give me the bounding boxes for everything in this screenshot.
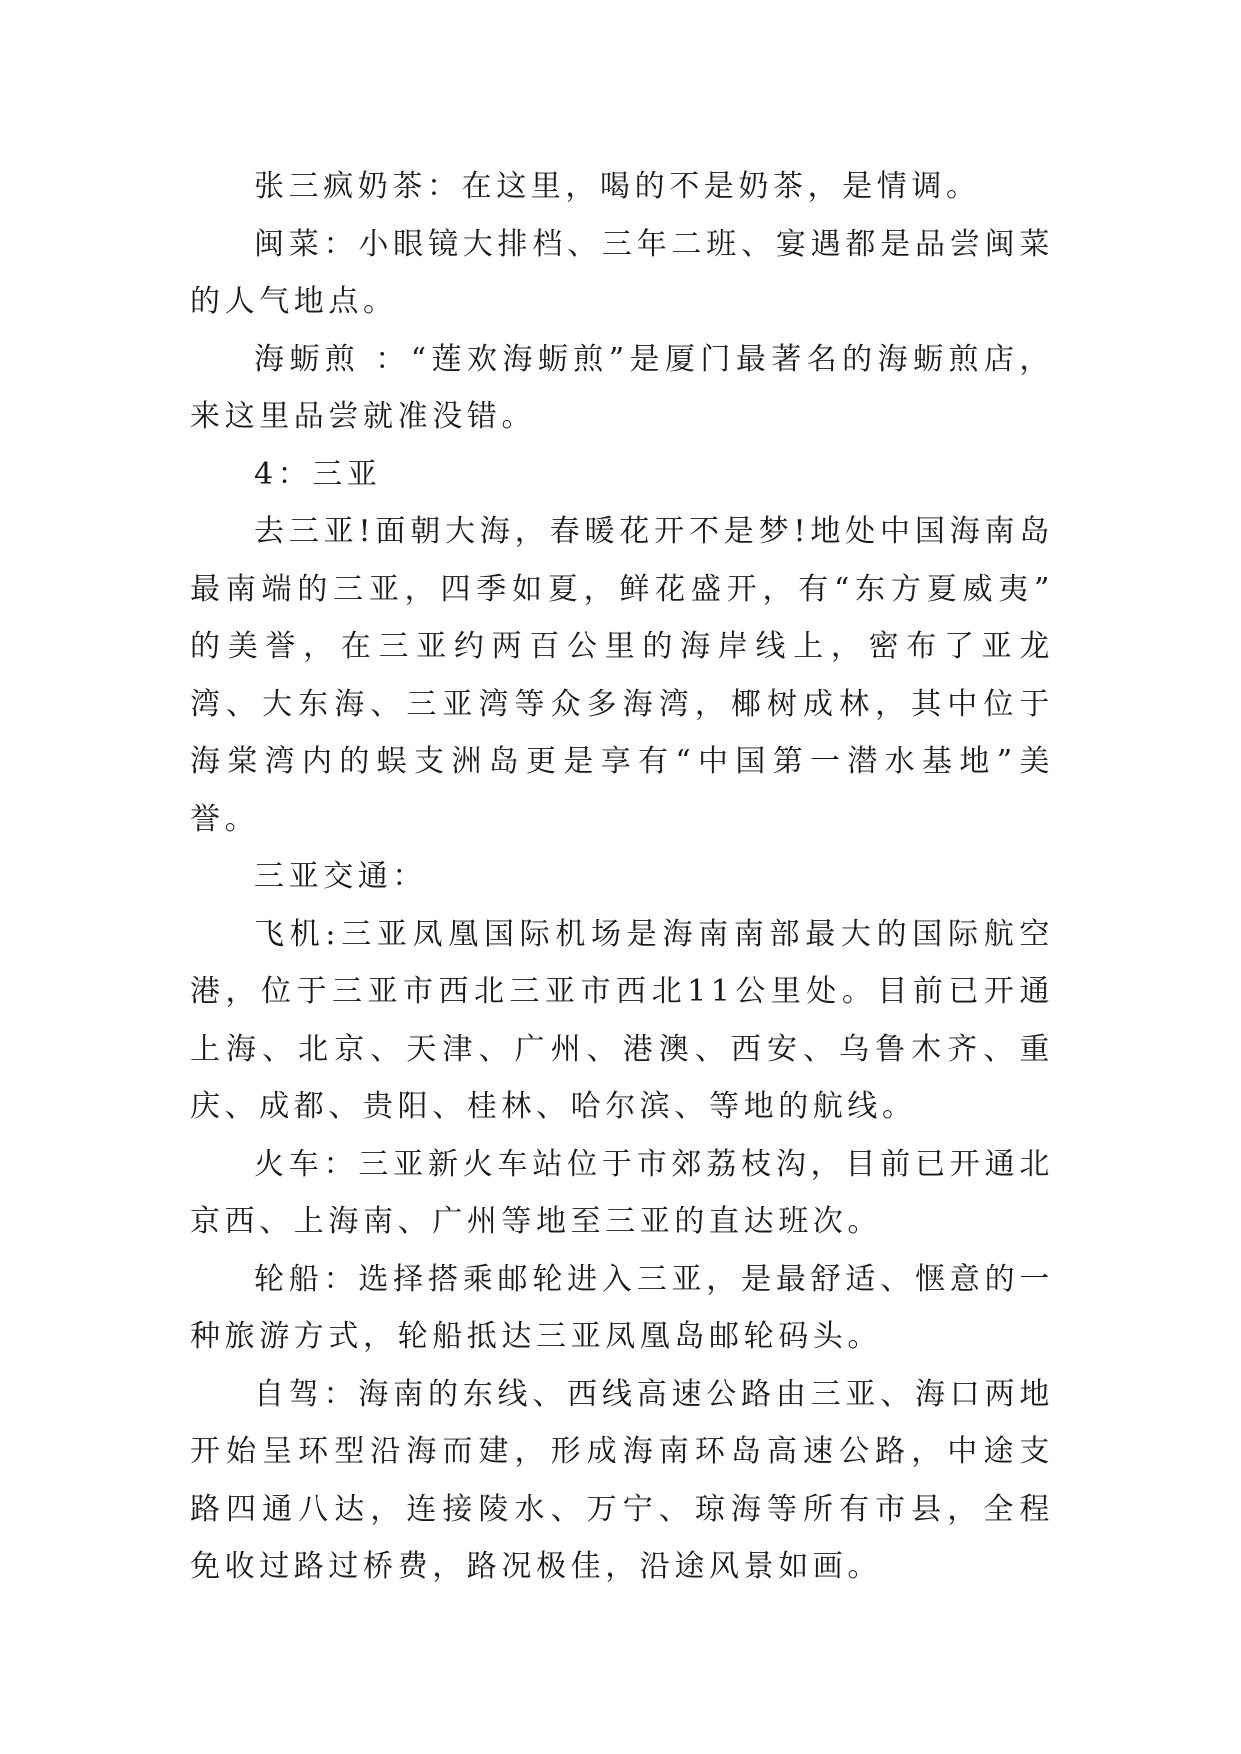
document-body (190, 158, 1054, 1596)
paragraph-zhangsanfeng-milk-tea: 张三疯奶茶：在这里，喝的不是奶茶，是情调。 (254, 169, 981, 204)
paragraph-transport-ship: 轮船：选择搭乘邮轮进入三亚，是最舒适、惬意的一种旅游方式，轮船抵达三亚凤凰岛邮轮码头。 (190, 1261, 1054, 1354)
paragraph-transport-plane: 飞机:三亚凤凰国际机场是海南南部最大的国际航空港，位于三亚市西北三亚市西北11公里处。目前已开通上海、北京、天津、广州、港澳、西安、乌鲁木齐、重庆、成都、贵阳、桂林、哈尔滨、等地的航线。 (190, 916, 1054, 1124)
paragraph-min-cuisine: 闽菜：小眼镜大排档、三年二班、宴遇都是品尝闽菜的人气地点。 (190, 226, 1054, 319)
subheading-sanya-transport: 三亚交通： (254, 859, 427, 894)
paragraph-sanya-intro: 去三亚!面朝大海，春暖花开不是梦!地处中国海南岛最南端的三亚，四季如夏，鲜花盛开，有“东方夏威夷” 的美誉，在三亚约两百公里的海岸线上，密布了亚龙湾、大东海、三亚湾等众多海湾，椰树成林，其中位于海棠湾内的蜈支洲岛更是享有“中国第一潜水基地”美誉。 (190, 514, 1054, 837)
paragraph-oyster-omelette: 海蛎煎 ：“莲欢海蛎煎”是厦门最著名的海蛎煎店，来这里品尝就准没错。 (190, 341, 1054, 434)
paragraph-transport-train: 火车：三亚新火车站位于市郊荔枝沟，目前已开通北京西、上海南、广州等地至三亚的直达班次。 (190, 1146, 1054, 1239)
paragraph-transport-self-drive: 自驾：海南的东线、西线高速公路由三亚、海口两地开始呈环型沿海而建，形成海南环岛高速公路，中途支路四通八达，连接陵水、万宁、琼海等所有市县，全程免收过路过桥费，路况极佳，沿途风景如画。 (190, 1376, 1054, 1584)
section-heading-sanya: 4：三亚 (254, 456, 382, 492)
